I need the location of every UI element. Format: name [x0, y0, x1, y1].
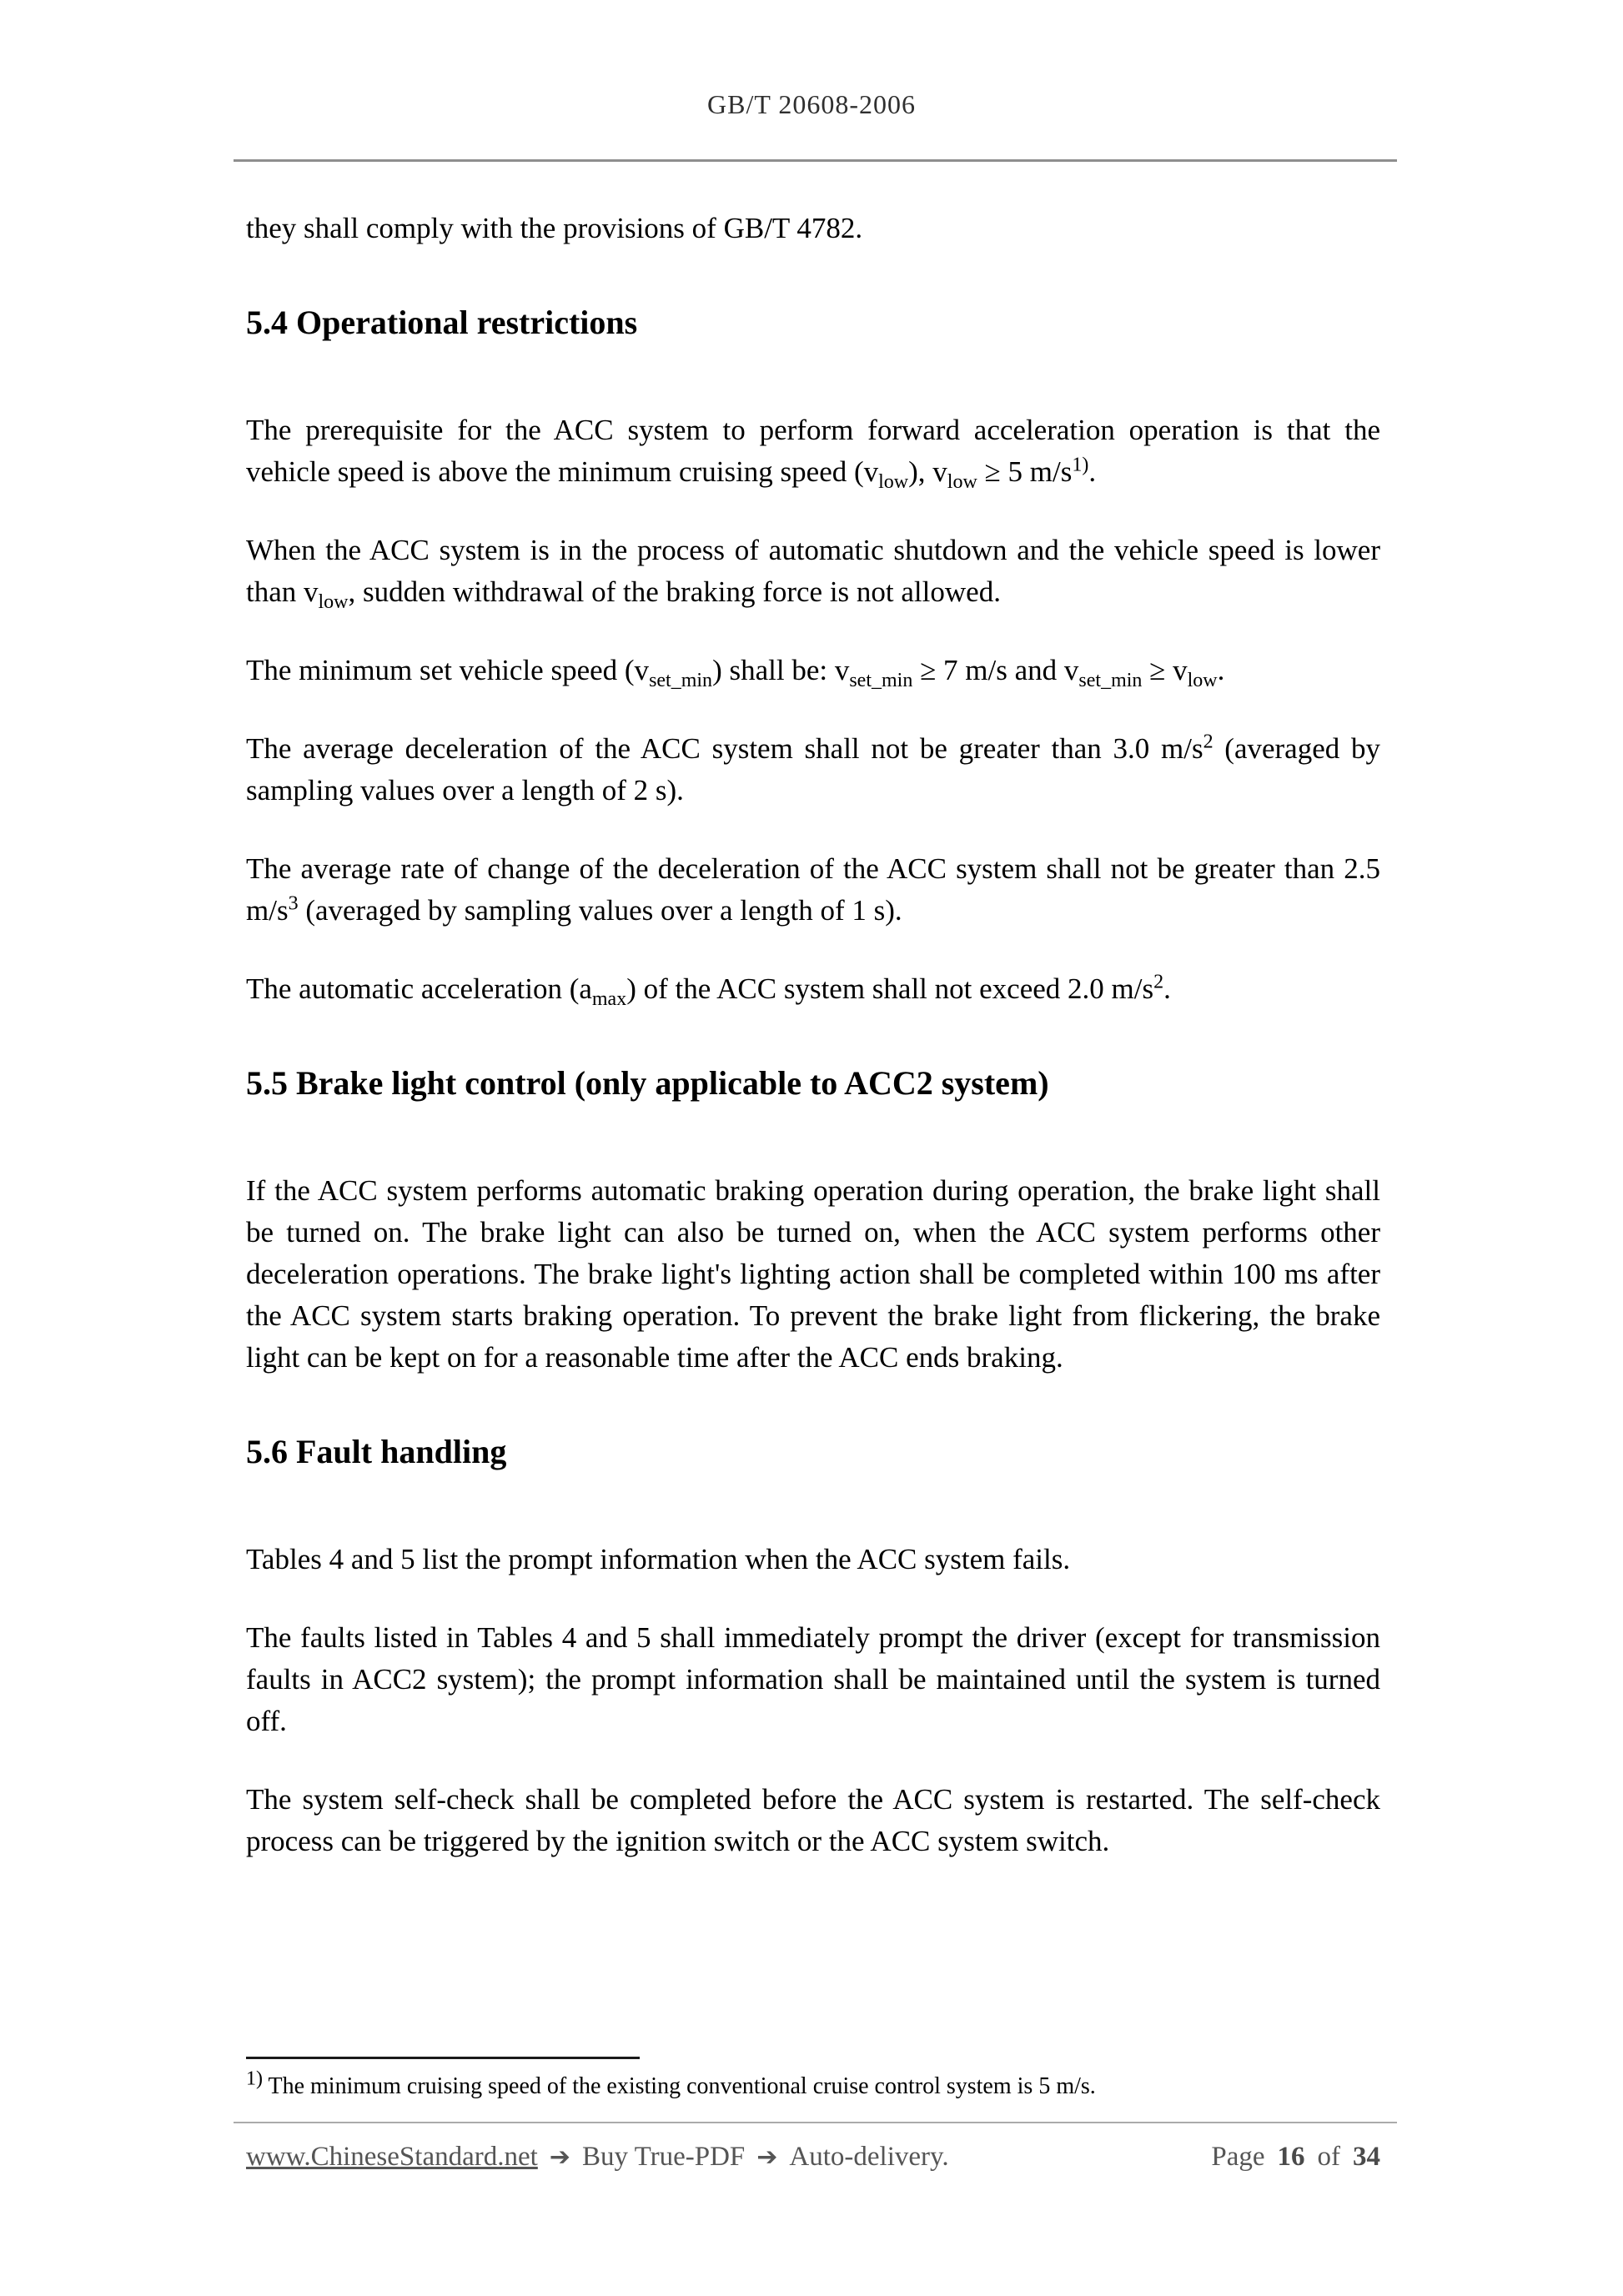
- paragraph-5-4-5: The average rate of change of the deceleration of the ACC system shall not be greater than 2.5 $m/s^3$ (averaged by sampling values over a length of 1 s).: [246, 852, 1380, 927]
- section-heading-5-4: 5.4 Operational restrictions: [246, 304, 638, 341]
- paragraph-5-6-1: Tables 4 and 5 list the prompt information when the ACC system fails.: [246, 1543, 1071, 1575]
- page-label: Page: [1211, 2142, 1265, 2172]
- paragraph-5-6-2: The faults listed in Tables 4 and 5 shall immediately prompt the driver (except for transmission faults in ACC2 system); the prompt information shall be maintained until the system is turned off.: [246, 1621, 1380, 1737]
- page-header: [0, 0, 1623, 120]
- of-label: of: [1317, 2142, 1340, 2172]
- doc-number: GB/T 20608-2006: [707, 89, 916, 119]
- page-total: 34: [1353, 2142, 1380, 2172]
- page-indicator: [1211, 2142, 1380, 2173]
- document-body: [0, 120, 1623, 1862]
- paragraph-5-4-6: The automatic acceleration $(a_{max})$ of the ACC system shall not exceed 2.0 $m/s^2$.: [246, 971, 1171, 1010]
- section-heading-5-6: 5.6 Fault handling: [246, 1433, 507, 1470]
- footnote-rule: [246, 2057, 640, 2059]
- site-link[interactable]: www.ChineseStandard.net: [246, 2142, 538, 2172]
- paragraph-5-4-1: The prerequisite for the ACC system to perform forward acceleration operation is that the vehicle speed is above the minimum cruising speed $(v_{low})$, $v_{low} \ge 5$ $m/s^{1)}$.: [246, 414, 1380, 493]
- section-heading-5-5: 5.5 Brake light control (only applicable to ACC2 system): [246, 1064, 1049, 1102]
- footer-left: [246, 2142, 949, 2173]
- footnote-text: $^{1)}$ The minimum cruising speed of the existing conventional cruise control system is 5 m/s.: [246, 2067, 1096, 2099]
- footer-rule: [234, 2122, 1397, 2123]
- paragraph-5-4-4: The average deceleration of the ACC system shall not be greater than 3.0 $m/s^2$ (averaged by sampling values over a length of 2 s).: [246, 731, 1380, 806]
- paragraph-5-5-1: If the ACC system performs automatic braking operation during operation, the brake light shall be turned on. The brake light can also be turned on, when the ACC system performs other deceleration operations. The brake light's lighting action shall be completed within 100 ms after the ACC system starts braking operation. To prevent the brake light from flickering, the brake light can be kept on for a reasonable time after the ACC ends braking.: [246, 1174, 1380, 1374]
- page-footer: [246, 2142, 1380, 2173]
- footer-buy-text: Buy True-PDF: [581, 2142, 746, 2172]
- page-current: 16: [1277, 2142, 1305, 2172]
- header-rule: [234, 159, 1397, 162]
- paragraph-5-6-3: The system self-check shall be completed before the ACC system is restarted. The self-check process can be triggered by the ignition switch or the ACC system switch.: [246, 1783, 1380, 1857]
- footer-delivery-text: Auto-delivery.: [789, 2142, 949, 2172]
- right-arrow-icon: ➔: [549, 2143, 570, 2172]
- paragraph-intro: they shall comply with the provisions of GB/T 4782.: [246, 212, 863, 244]
- paragraph-5-4-3: The minimum set vehicle speed $(v_{set\_min})$ shall be: $v_{set\_min} \ge 7$ m/s and $v_{set\_min} \ge v_{low}$.: [246, 654, 1225, 691]
- right-arrow-icon: ➔: [756, 2143, 778, 2172]
- paragraph-5-4-2: When the ACC system is in the process of automatic shutdown and the vehicle speed is lower than $v_{low}$, sudden withdrawal of the braking force is not allowed.: [246, 534, 1380, 613]
